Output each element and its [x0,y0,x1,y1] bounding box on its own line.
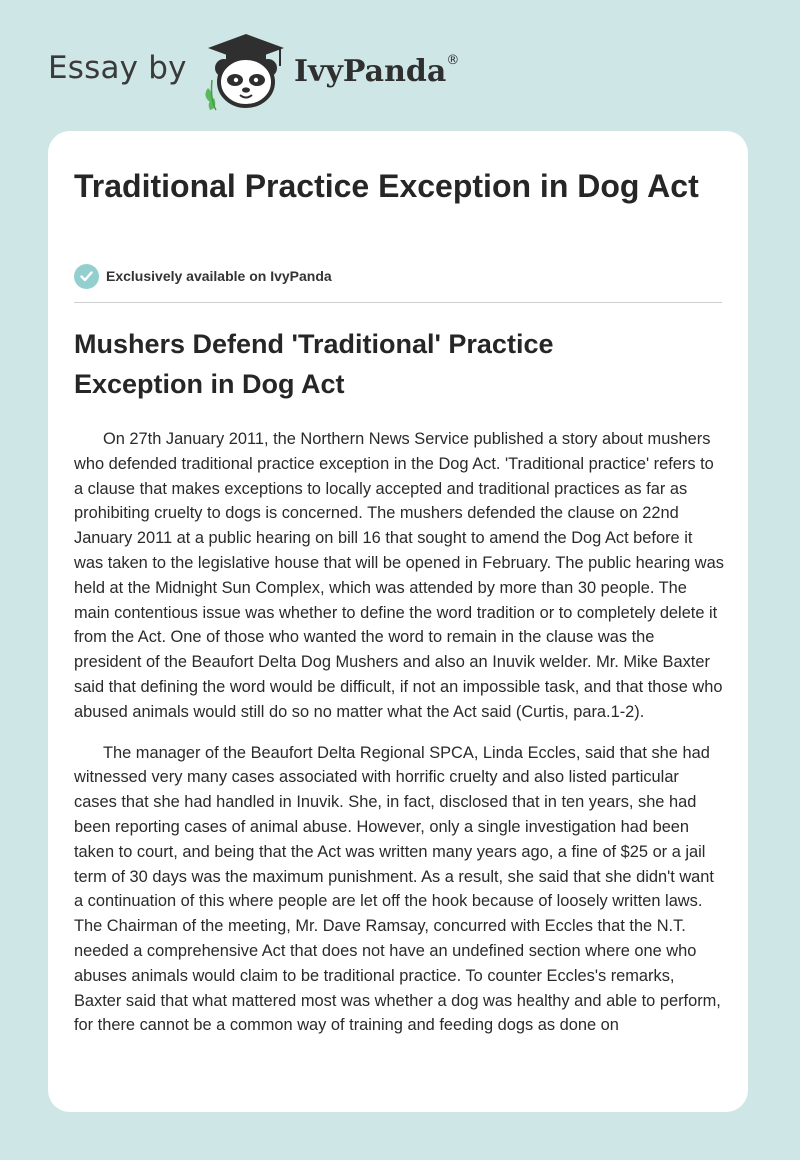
exclusive-badge [74,263,332,289]
essay-body [74,427,726,1054]
essay-title: Traditional Practice Exception in Dog Act [74,168,699,204]
site-header [0,0,800,130]
essay-card [48,131,748,1112]
brand-name[interactable] [294,54,459,89]
divider [74,302,722,303]
ivypanda-logo-icon[interactable] [200,32,292,112]
essay-by-label: Essay by [48,50,187,86]
paragraph-2: The manager of the Beaufort Delta Regional SPCA, Linda Eccles, said that she had witnessed very many cases associated with horrific cruelty and also listed particular cases that she had handled in Inuvik. She, in fact, disclosed that in ten years, she had been reporting cases of animal abuse. However, only a single investigation had been taken to court, and being that the Act was written many years ago, a fine of $25 or a jail term of 30 days was the maximum punishment. As a result, she said that she didn't want a continuation of this where people are let off the hook because of loosely written laws. The Chairman of the meeting, Mr. Dave Ramsay, concurred with Eccles that the N.T. needed a comprehensive Act that does not have an undefined section where one who abuses animals would claim to be traditional practice. To counter Eccles's remarks, Baxter said that what mattered most was whether a dog was healthy and able to perform, for there cannot be a common way of training and feeding dogs as done on [74,743,721,1035]
paragraph-1: On 27th January 2011, the Northern News Service published a story about mushers who defended traditional practice exception in the Dog Act. 'Traditional practice' refers to a clause that makes exceptions to locally accepted and traditional practices as far as prohibiting cruelty to dogs is concerned. The mushers defended the clause on 22nd January 2011 at a public hearing on bill 16 that sought to amend the Dog Act before it was taken to the legislative house that will be opened in February. The public hearing was held at the Midnight Sun Complex, which was attended by more than 30 people. The main contentious issue was whether to define the word tradition or to completely delete it from the Act. One of those who wanted the word to remain in the clause was the president of the Beaufort Delta Dog Mushers and also an Inuvik welder. Mr. Mike Baxter said that defining the word would be difficult, if not an impossible task, and that those who abused animals would still do so no matter what the Act said (Curtis, para.1-2). [74,430,724,721]
brand-label: IvyPanda [294,54,447,89]
exclusive-label: Exclusively available on IvyPanda [106,268,332,284]
registered-mark: ® [446,53,460,68]
section-heading: Mushers Defend 'Traditional' Practice Exception in Dog Act [74,329,554,399]
checkmark-icon [74,264,99,289]
